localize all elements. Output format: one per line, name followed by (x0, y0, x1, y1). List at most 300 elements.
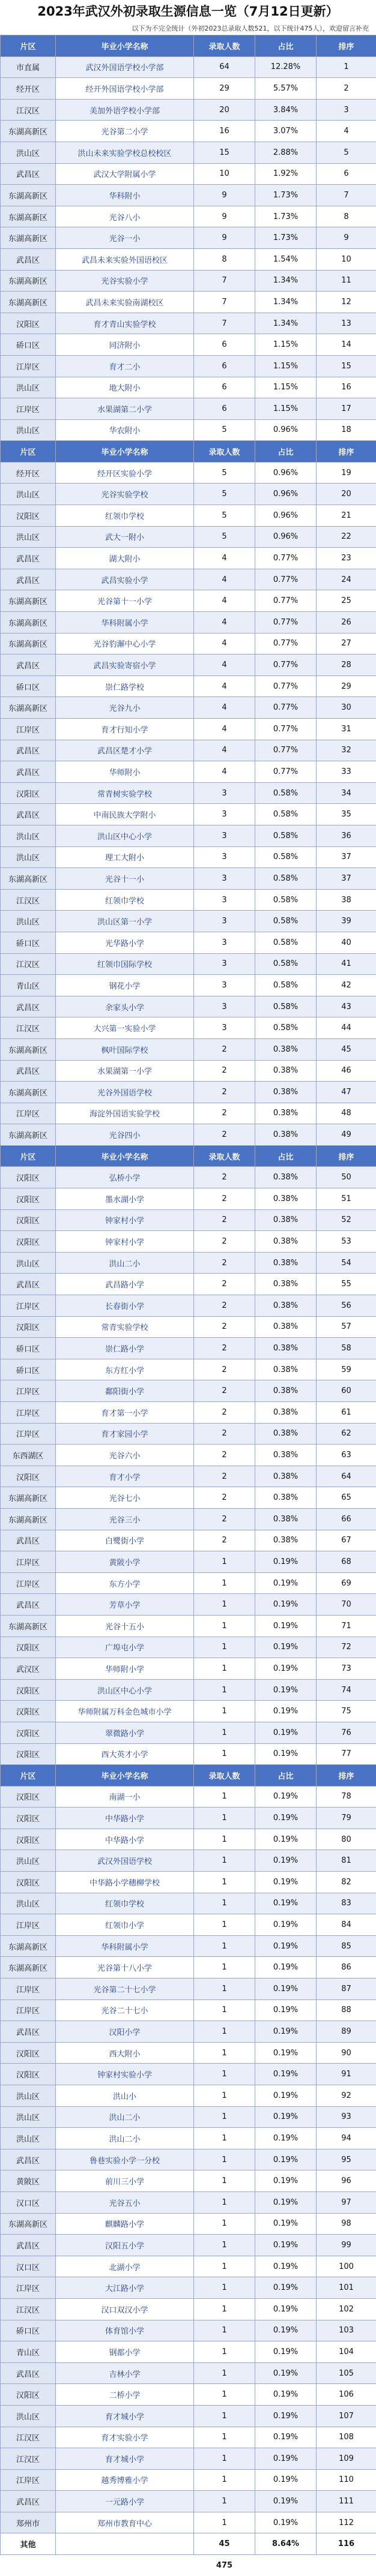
count-cell: 2 (194, 1530, 255, 1551)
count-cell: 3 (194, 889, 255, 911)
table-row (1, 782, 376, 804)
count-cell: 15 (194, 142, 255, 163)
school-cell: 麒麟路小学 (56, 2213, 194, 2235)
percent-cell: 0.19% (255, 2427, 317, 2448)
percent-cell: 0.38% (255, 1423, 317, 1445)
school-cell: 洪山二小 (56, 2106, 194, 2128)
table-row (1, 2213, 376, 2235)
school-cell: 洪山二小 (56, 1252, 194, 1274)
count-cell: 1 (194, 1722, 255, 1743)
table-row (1, 2448, 376, 2470)
district-cell: 青山区 (1, 2341, 56, 2363)
district-cell: 汉阳区 (1, 1167, 56, 1188)
percent-cell: 0.77% (255, 633, 317, 654)
count-cell: 2 (194, 1231, 255, 1253)
percent-cell: 1.73% (255, 227, 317, 249)
count-cell: 1 (194, 2469, 255, 2491)
count-cell: 1 (194, 2341, 255, 2363)
district-cell: 江岸区 (1, 398, 56, 420)
rank-cell: 21 (317, 505, 376, 527)
rank-cell: 112 (317, 2512, 376, 2533)
table-header-row (1, 1765, 376, 1787)
count-cell: 1 (194, 1872, 255, 1893)
school-cell: 光谷第二十七小学 (56, 1978, 194, 2000)
count-cell: 4 (194, 590, 255, 612)
district-cell: 洪山区 (1, 825, 56, 846)
count-cell: 3 (194, 996, 255, 1017)
percent-cell: 0.38% (255, 1316, 317, 1338)
rank-cell: 44 (317, 1017, 376, 1039)
school-cell: 钟家村小学 (56, 1209, 194, 1231)
rank-cell: 4 (317, 121, 376, 142)
count-cell: 1 (194, 1957, 255, 1978)
district-cell: 洪山区 (1, 911, 56, 932)
district-cell: 洪山区 (1, 377, 56, 398)
table-row (1, 2341, 376, 2363)
table-row (1, 2149, 376, 2170)
school-cell: 武大一附小 (56, 526, 194, 548)
count-cell: 1 (194, 1893, 255, 1914)
school-cell: 武汉外国语学校小学部 (56, 56, 194, 78)
rank-cell: 86 (317, 1957, 376, 1978)
table-row (1, 1829, 376, 1850)
rank-cell: 34 (317, 782, 376, 804)
district-cell: 东湖高新区 (1, 292, 56, 313)
percent-cell: 0.19% (255, 1615, 317, 1637)
header-cell: 占比 (255, 35, 317, 57)
percent-cell: 5.57% (255, 78, 317, 100)
table-row (1, 1209, 376, 1231)
district-cell: 汉阳区 (1, 2042, 56, 2064)
school-cell: 华科附属小学 (56, 1935, 194, 1957)
table-row (1, 2256, 376, 2277)
percent-cell: 0.58% (255, 825, 317, 846)
count-cell: 1 (194, 1679, 255, 1701)
percent-cell: 3.84% (255, 99, 317, 121)
percent-cell: 0.19% (255, 1872, 317, 1893)
percent-cell: 0.96% (255, 462, 317, 484)
school-cell: 光华路小学 (56, 932, 194, 953)
rank-cell: 50 (317, 1167, 376, 1188)
district-cell: 汉阳区 (1, 2064, 56, 2085)
school-cell: 水果湖第二小学 (56, 398, 194, 420)
header-cell: 占比 (255, 441, 317, 463)
count-cell: 3 (194, 975, 255, 996)
school-cell: 武昌未来实验外国语校区 (56, 248, 194, 270)
count-cell: 3 (194, 825, 255, 846)
count-cell: 2 (194, 1082, 255, 1103)
district-cell: 汉阳区 (1, 1786, 56, 1808)
count-cell: 20 (194, 99, 255, 121)
total-count: 475 (194, 2555, 255, 2576)
rank-cell: 43 (317, 996, 376, 1017)
district-cell: 东湖高新区 (1, 206, 56, 227)
school-cell: 育才行知小学 (56, 719, 194, 740)
district-cell: 汉阳区 (1, 1188, 56, 1210)
table-row (1, 1252, 376, 1274)
header-cell: 片区 (1, 35, 56, 57)
table-row (1, 1872, 376, 1893)
percent-cell: 0.19% (255, 2235, 317, 2256)
district-cell: 洪山区 (1, 2106, 56, 2128)
district-cell: 武昌区 (1, 1060, 56, 1082)
count-cell: 5 (194, 419, 255, 441)
table-row (1, 505, 376, 527)
table-row (1, 377, 376, 398)
rank-cell: 30 (317, 697, 376, 719)
school-cell: 西大附小 (56, 2042, 194, 2064)
district-cell: 汉阳区 (1, 2384, 56, 2406)
table-row (1, 654, 376, 676)
table-row (1, 1338, 376, 1359)
district-cell: 江岸区 (1, 2277, 56, 2299)
page-subtitle: 以下为不完全统计（外初2023总录取人数521，以下统计475人），欢迎留言补充 (0, 23, 376, 35)
rank-cell: 19 (317, 462, 376, 484)
table-row (1, 825, 376, 846)
rank-cell: 68 (317, 1551, 376, 1573)
district-cell: 江汉区 (1, 1017, 56, 1039)
school-cell: 常青树实验学校 (56, 782, 194, 804)
district-cell: 东西湖区 (1, 1445, 56, 1466)
table-row (1, 163, 376, 185)
school-cell: 武昌实验小学 (56, 569, 194, 590)
table-row (1, 548, 376, 569)
percent-cell: 0.38% (255, 1295, 317, 1317)
rank-cell: 81 (317, 1850, 376, 1872)
percent-cell: 0.38% (255, 1402, 317, 1424)
count-cell: 1 (194, 1850, 255, 1872)
rank-cell: 93 (317, 2106, 376, 2128)
rank-cell: 16 (317, 377, 376, 398)
district-cell: 洪山区 (1, 419, 56, 441)
count-cell: 6 (194, 377, 255, 398)
district-cell: 江岸区 (1, 1572, 56, 1594)
school-cell: 鲁巷实验小学一分校 (56, 2149, 194, 2170)
rank-cell: 74 (317, 1679, 376, 1701)
percent-cell: 0.19% (255, 2106, 317, 2128)
table-row (1, 1017, 376, 1039)
table-row (1, 292, 376, 313)
percent-cell: 0.38% (255, 1359, 317, 1380)
table-row (1, 398, 376, 420)
percent-cell: 0.38% (255, 1167, 317, 1188)
school-cell: 红领巾学校 (56, 1893, 194, 1914)
count-cell: 7 (194, 313, 255, 334)
rank-cell: 66 (317, 1508, 376, 1530)
school-cell: 育才城小学 (56, 2448, 194, 2470)
percent-cell: 0.77% (255, 569, 317, 590)
table-row (1, 1530, 376, 1551)
rank-cell: 13 (317, 313, 376, 334)
rank-cell: 70 (317, 1594, 376, 1616)
percent-cell: 0.19% (255, 1935, 317, 1957)
table-row (1, 590, 376, 612)
percent-cell: 12.28% (255, 56, 317, 78)
district-cell: 东湖高新区 (1, 1082, 56, 1103)
table-row (1, 1572, 376, 1594)
percent-cell: 0.19% (255, 2191, 317, 2213)
count-cell: 1 (194, 2405, 255, 2427)
district-cell: 汉阳区 (1, 1743, 56, 1765)
school-cell: 弘桥小学 (56, 1167, 194, 1188)
count-cell: 2 (194, 1508, 255, 1530)
district-cell: 硚口区 (1, 2320, 56, 2341)
empty-cell (56, 2555, 194, 2576)
count-cell: 2 (194, 1402, 255, 1424)
rank-cell: 76 (317, 1722, 376, 1743)
table-row (1, 2128, 376, 2149)
rank-cell: 100 (317, 2256, 376, 2277)
table-row (1, 56, 376, 78)
percent-cell: 0.19% (255, 2491, 317, 2512)
school-cell: 光谷十五小 (56, 1615, 194, 1637)
percent-cell: 0.58% (255, 911, 317, 932)
count-cell: 2 (194, 1038, 255, 1060)
district-cell: 江汉区 (1, 99, 56, 121)
table-row (1, 1935, 376, 1957)
rank-cell: 106 (317, 2384, 376, 2406)
count-cell: 64 (194, 56, 255, 78)
count-cell: 2 (194, 1423, 255, 1445)
count-cell: 1 (194, 2298, 255, 2320)
school-cell: 洪山区第一小学 (56, 911, 194, 932)
count-cell: 4 (194, 569, 255, 590)
rank-cell: 72 (317, 1637, 376, 1658)
percent-cell: 0.19% (255, 2149, 317, 2170)
table-row (1, 633, 376, 654)
district-cell: 江汉区 (1, 2298, 56, 2320)
count-cell: 8 (194, 248, 255, 270)
district-cell: 江岸区 (1, 1551, 56, 1573)
rank-cell: 84 (317, 1914, 376, 1936)
district-cell: 硚口区 (1, 1359, 56, 1380)
count-cell: 1 (194, 1658, 255, 1680)
rank-cell: 46 (317, 1060, 376, 1082)
school-cell: 地大附小 (56, 377, 194, 398)
count-cell: 5 (194, 484, 255, 505)
percent-cell: 0.19% (255, 1786, 317, 1808)
district-cell: 江汉区 (1, 2427, 56, 2448)
district-cell: 武昌区 (1, 548, 56, 569)
rank-cell: 111 (317, 2491, 376, 2512)
rank-cell: 12 (317, 292, 376, 313)
district-cell: 洪山区 (1, 1252, 56, 1274)
table-row (1, 868, 376, 890)
school-cell: 光谷二十七小 (56, 1999, 194, 2021)
rank-cell: 20 (317, 484, 376, 505)
percent-cell: 0.19% (255, 1572, 317, 1594)
count-cell: 4 (194, 675, 255, 697)
header-cell: 排序 (317, 1145, 376, 1167)
count-cell: 2 (194, 1274, 255, 1295)
rank-cell: 75 (317, 1701, 376, 1722)
percent-cell: 0.58% (255, 1017, 317, 1039)
school-cell: 墨水湖小学 (56, 1188, 194, 1210)
page-title: 2023年武汉外初录取生源信息一览（7月12日更新） (0, 0, 376, 23)
count-cell: 1 (194, 1829, 255, 1850)
rank-cell: 110 (317, 2469, 376, 2491)
school-cell: 光谷九小 (56, 697, 194, 719)
district-cell: 江岸区 (1, 719, 56, 740)
percent-cell: 0.38% (255, 1188, 317, 1210)
percent-cell: 0.19% (255, 1829, 317, 1850)
percent-cell: 8.64% (255, 2533, 317, 2555)
table-row (1, 2042, 376, 2064)
school-cell: 育才家园小学 (56, 1423, 194, 1445)
count-cell: 1 (194, 1701, 255, 1722)
school-cell: 红领巾小学 (56, 1914, 194, 1936)
percent-cell: 0.77% (255, 590, 317, 612)
district-cell: 硚口区 (1, 932, 56, 953)
count-cell: 1 (194, 1594, 255, 1616)
district-cell: 武昌区 (1, 2235, 56, 2256)
rank-cell: 88 (317, 1999, 376, 2021)
rank-cell: 64 (317, 1466, 376, 1487)
school-cell: 钟家村小学 (56, 1231, 194, 1253)
school-cell: 育才第一小学 (56, 1402, 194, 1424)
rank-cell: 99 (317, 2235, 376, 2256)
count-cell: 9 (194, 185, 255, 206)
count-cell: 3 (194, 1017, 255, 1039)
table-row (1, 1124, 376, 1146)
table-row (1, 2064, 376, 2085)
table-row (1, 719, 376, 740)
percent-cell: 0.38% (255, 1231, 317, 1253)
rank-cell: 35 (317, 804, 376, 825)
table-row (1, 121, 376, 142)
percent-cell: 0.19% (255, 1722, 317, 1743)
school-cell: 光谷实验小学 (56, 270, 194, 292)
table-row (1, 462, 376, 484)
school-cell: 华科附属小学 (56, 612, 194, 634)
count-cell: 2 (194, 1209, 255, 1231)
table-row (1, 569, 376, 590)
table-row (1, 1231, 376, 1253)
school-cell: 二桥小学 (56, 2384, 194, 2406)
district-cell: 洪山区 (1, 484, 56, 505)
table-row (1, 889, 376, 911)
table-row (1, 2320, 376, 2341)
table-header-row (1, 1145, 376, 1167)
school-cell: 光谷一小 (56, 227, 194, 249)
district-cell: 武昌区 (1, 1530, 56, 1551)
school-cell: 红领巾学校 (56, 505, 194, 527)
count-cell: 3 (194, 911, 255, 932)
percent-cell: 0.19% (255, 2170, 317, 2192)
district-cell: 青山区 (1, 975, 56, 996)
count-cell: 4 (194, 654, 255, 676)
rank-cell: 28 (317, 654, 376, 676)
rank-cell: 5 (317, 142, 376, 163)
rank-cell: 18 (317, 419, 376, 441)
table-row (1, 953, 376, 975)
count-cell: 2 (194, 1380, 255, 1402)
district-cell: 东湖高新区 (1, 185, 56, 206)
percent-cell: 0.19% (255, 2512, 317, 2533)
rank-cell: 10 (317, 248, 376, 270)
percent-cell: 0.38% (255, 1380, 317, 1402)
rank-cell: 45 (317, 1038, 376, 1060)
district-cell: 江岸区 (1, 355, 56, 377)
table-row (1, 2427, 376, 2448)
school-cell: 中华路小学穗柳学校 (56, 1872, 194, 1893)
rank-cell: 49 (317, 1124, 376, 1146)
school-cell: 大兴第一实验小学 (56, 1017, 194, 1039)
district-cell: 江岸区 (1, 1380, 56, 1402)
table-body (1, 35, 376, 2576)
count-cell: 1 (194, 2213, 255, 2235)
count-cell: 1 (194, 2277, 255, 2299)
school-cell: 汉口双汉小学 (56, 2298, 194, 2320)
rank-cell: 83 (317, 1893, 376, 1914)
percent-cell: 0.58% (255, 782, 317, 804)
percent-cell: 0.19% (255, 1701, 317, 1722)
rank-cell: 15 (317, 355, 376, 377)
percent-cell: 0.58% (255, 932, 317, 953)
count-cell: 1 (194, 2191, 255, 2213)
total-row (1, 2555, 376, 2576)
school-cell: 武昌区楚才小学 (56, 740, 194, 761)
table-row (1, 248, 376, 270)
count-cell: 1 (194, 1637, 255, 1658)
count-cell: 2 (194, 1466, 255, 1487)
rank-cell: 3 (317, 99, 376, 121)
count-cell: 2 (194, 1167, 255, 1188)
school-cell: 光谷外国语学校 (56, 1082, 194, 1103)
school-cell: 广埠屯小学 (56, 1637, 194, 1658)
district-cell: 武昌区 (1, 2491, 56, 2512)
rank-cell: 105 (317, 2362, 376, 2384)
school-cell: 洪山区中心小学 (56, 1679, 194, 1701)
header-cell: 片区 (1, 1145, 56, 1167)
table-row (1, 932, 376, 953)
count-cell: 7 (194, 292, 255, 313)
district-cell: 江岸区 (1, 1978, 56, 2000)
percent-cell: 0.77% (255, 654, 317, 676)
district-cell: 汉阳区 (1, 1808, 56, 1829)
percent-cell: 0.38% (255, 1466, 317, 1487)
school-cell: 中华路小学 (56, 1829, 194, 1850)
table-row (1, 1103, 376, 1124)
rank-cell: 8 (317, 206, 376, 227)
count-cell: 1 (194, 2362, 255, 2384)
rank-cell: 116 (317, 2533, 376, 2555)
percent-cell: 0.38% (255, 1082, 317, 1103)
table-row (1, 1082, 376, 1103)
table-row (1, 2021, 376, 2043)
district-cell: 武昌区 (1, 2021, 56, 2043)
count-cell: 2 (194, 1188, 255, 1210)
table-row (1, 1167, 376, 1188)
rank-cell: 24 (317, 569, 376, 590)
table-row (1, 996, 376, 1017)
school-cell: 美加外语学校小学部 (56, 99, 194, 121)
percent-cell: 1.15% (255, 377, 317, 398)
school-cell: 育才青山实验学校 (56, 313, 194, 334)
percent-cell: 0.19% (255, 1679, 317, 1701)
school-cell: 华师附小 (56, 761, 194, 783)
count-cell: 2 (194, 1252, 255, 1274)
table-row (1, 1701, 376, 1722)
table-header-row (1, 35, 376, 57)
district-cell: 洪山区 (1, 2085, 56, 2107)
rank-cell: 36 (317, 825, 376, 846)
school-cell: 余家头小学 (56, 996, 194, 1017)
school-cell: 同济附小 (56, 334, 194, 356)
rank-cell: 17 (317, 398, 376, 420)
count-cell: 3 (194, 868, 255, 890)
district-cell: 市直属 (1, 56, 56, 78)
